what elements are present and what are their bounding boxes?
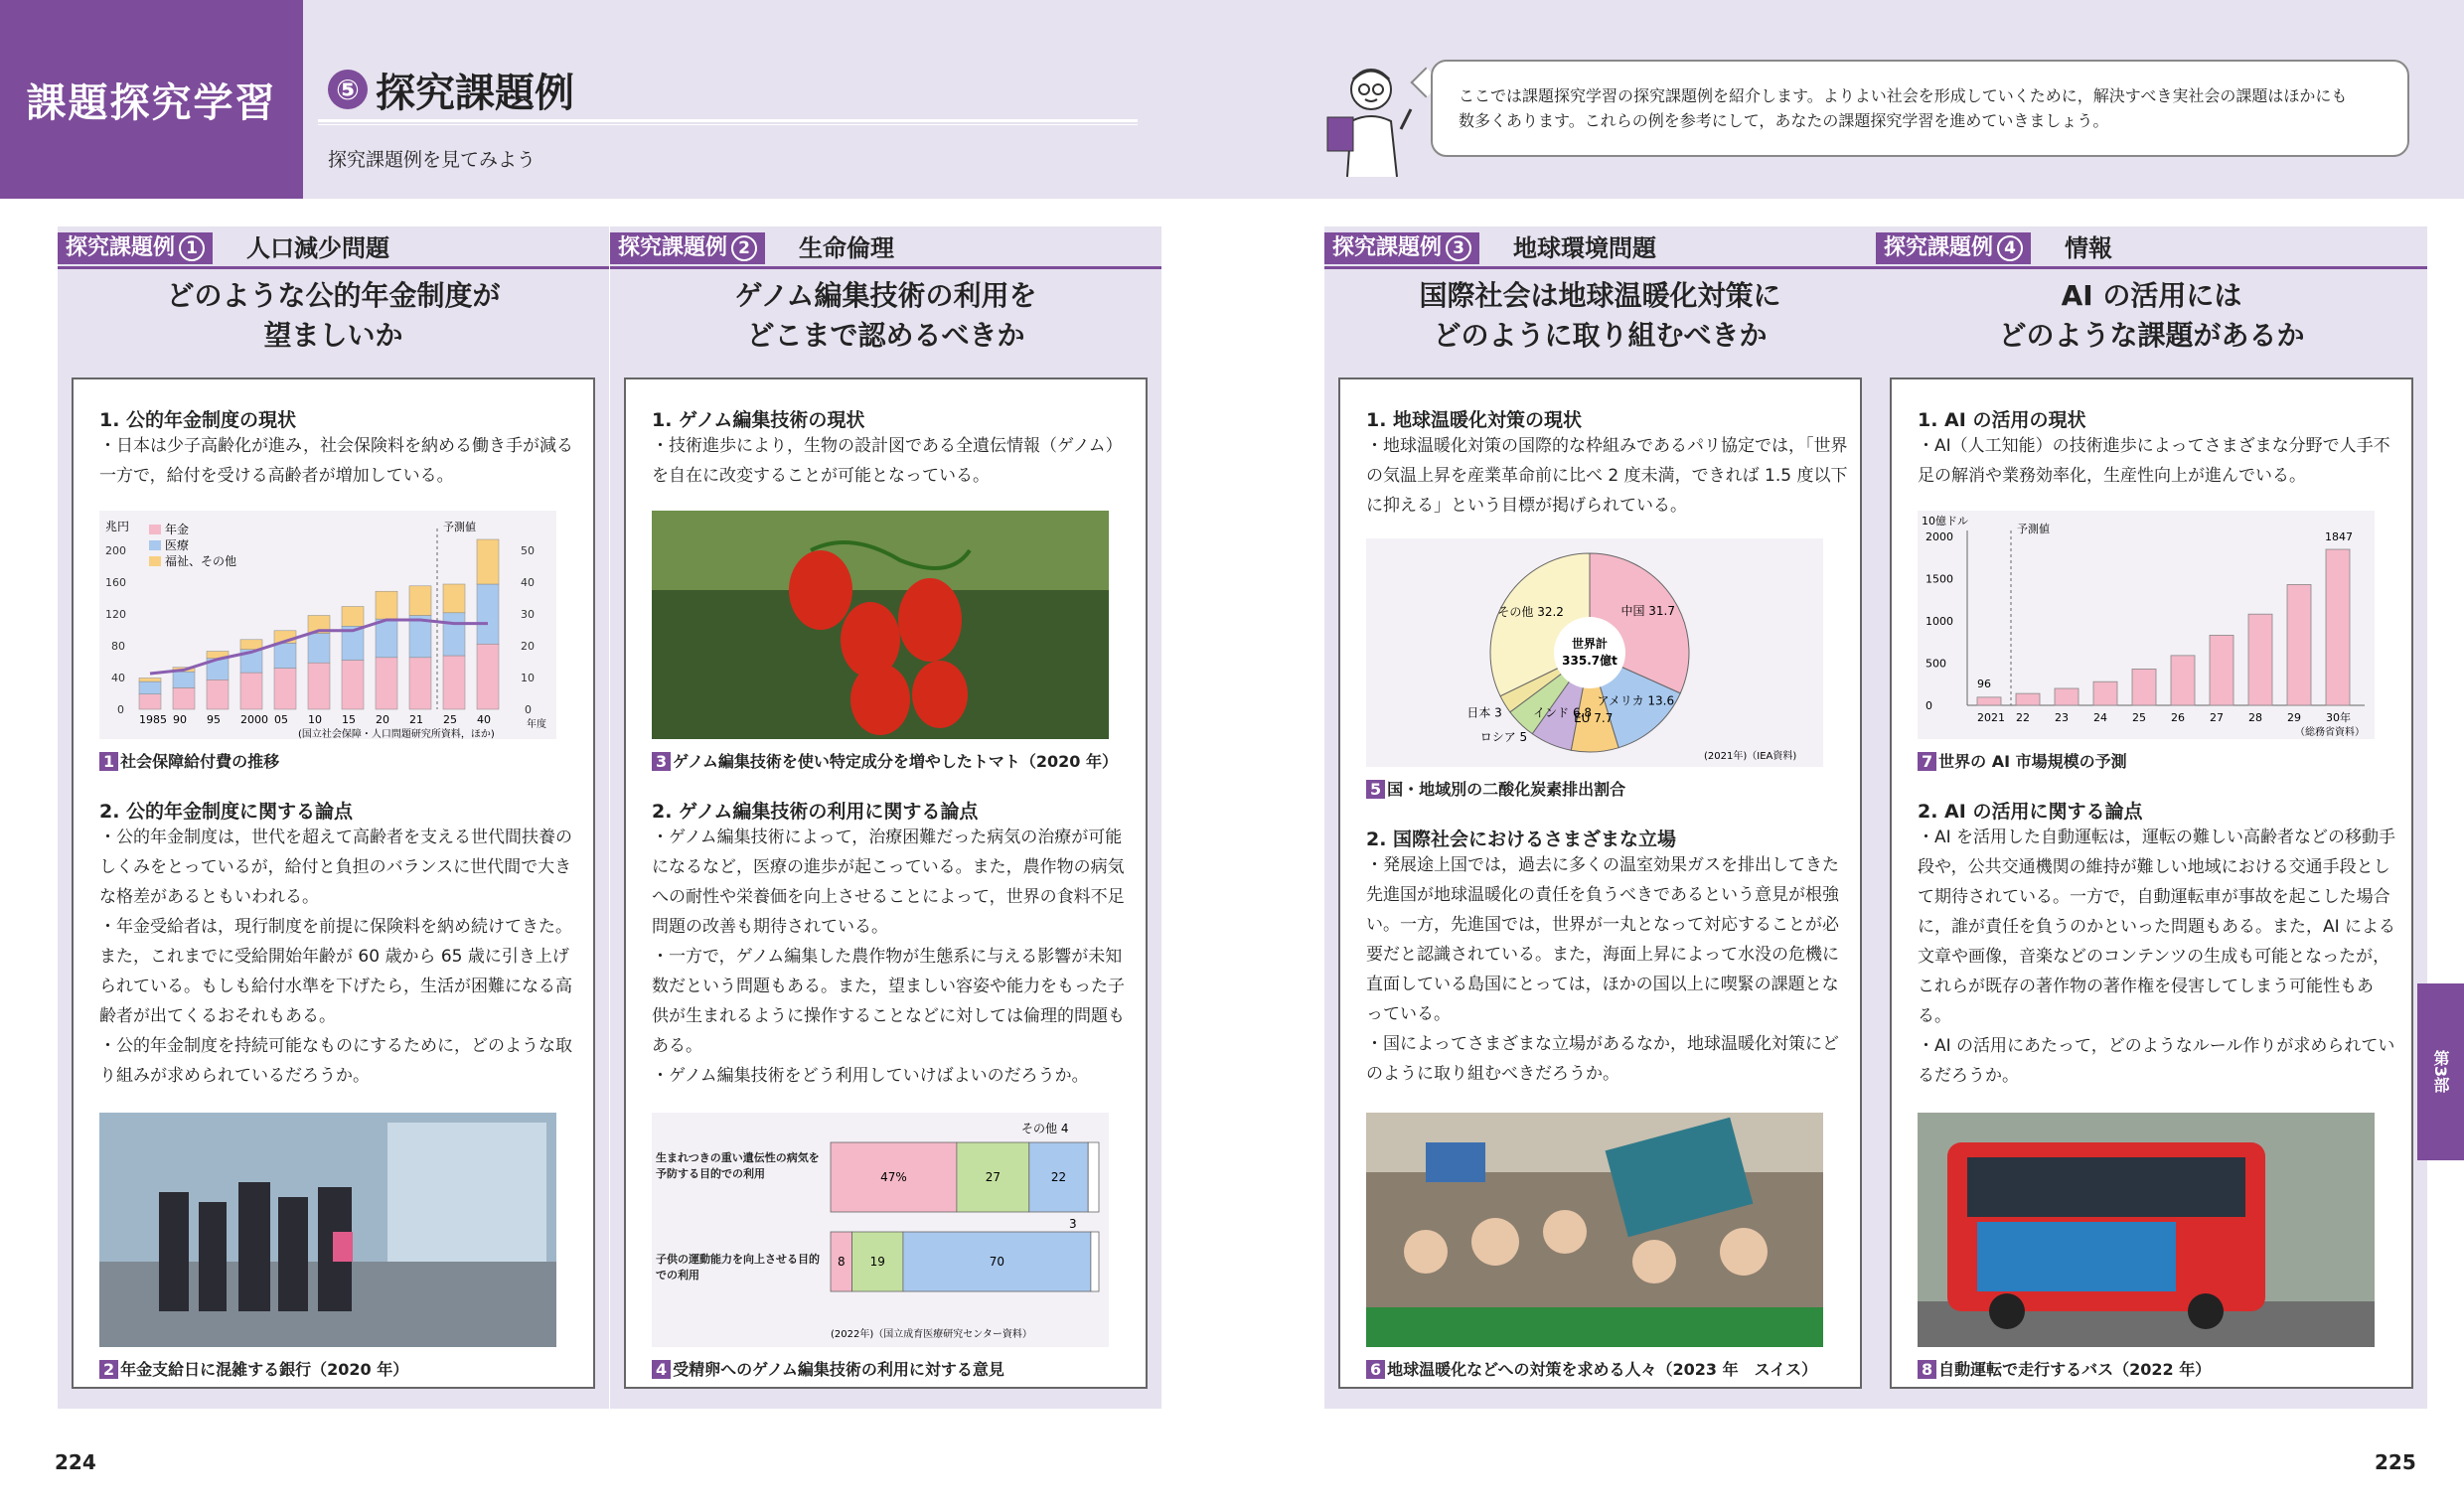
- svg-text:3: 3: [1069, 1217, 1077, 1231]
- page-number-left: 224: [55, 1450, 96, 1474]
- figure-caption-1: 3 ゲノム編集技術を使い特定成分を増やしたトマト（2020 年）: [652, 749, 1118, 772]
- svg-text:40: 40: [111, 672, 125, 684]
- x-tick-label: 10: [308, 713, 322, 726]
- ai-bar-2: [2055, 688, 2079, 705]
- hbar-value: 8: [837, 1255, 846, 1269]
- bar-0-5: [308, 663, 330, 709]
- x-tick-label: 25: [443, 713, 457, 726]
- column-rule: [58, 266, 609, 269]
- heading-1: 1. AI の活用の現状: [1918, 409, 2086, 431]
- figure-caption-2: 6 地球温暖化などへの対策を求める人々（2023 年 スイス）: [1366, 1357, 1817, 1380]
- bar-0-4: [274, 669, 296, 709]
- hbar-value: 22: [1050, 1170, 1067, 1184]
- svg-text:(国立社会保障・人口問題研究所資料，ほか): (国立社会保障・人口問題研究所資料，ほか): [298, 729, 495, 739]
- svg-text:予測値: 予測値: [2017, 523, 2050, 535]
- svg-text:年度: 年度: [527, 719, 546, 730]
- x-tick-label: 90: [173, 713, 187, 726]
- bar-0-6: [342, 661, 364, 710]
- ai-bar-7: [2248, 614, 2272, 705]
- x-tick-label: 40: [477, 713, 491, 726]
- hbar-value: 19: [869, 1255, 885, 1269]
- x-tick-label: 21: [409, 713, 423, 726]
- hbar-value: 47%: [880, 1170, 907, 1184]
- bar-1-10: [477, 584, 499, 644]
- section-side-tab: 第3部: [2417, 983, 2464, 1160]
- svg-text:世界計: 世界計: [1571, 637, 1609, 651]
- svg-text:年金: 年金: [165, 523, 190, 536]
- pie-label: 日本 3: [1466, 705, 1502, 720]
- column-card: [1338, 377, 1862, 1389]
- co2-pie-chart: [1366, 538, 1823, 767]
- heading-1: 1. ゲノム編集技術の現状: [652, 409, 865, 431]
- genome-opinion-chart: [652, 1113, 1109, 1347]
- svg-text:福祉、その他: 福祉、その他: [165, 554, 237, 568]
- speech-bubble: [1431, 60, 2409, 157]
- bar-0-9: [443, 656, 465, 709]
- svg-text:兆円: 兆円: [105, 520, 130, 533]
- svg-text:200: 200: [105, 544, 126, 557]
- bar-1-0: [139, 681, 161, 694]
- column-question: 国際社会は地球温暖化対策に どのように取り組むべきか: [1419, 279, 1781, 352]
- climate-protest-photo: [1366, 1113, 1823, 1347]
- svg-text:120: 120: [105, 608, 126, 621]
- svg-text:160: 160: [105, 576, 126, 589]
- svg-text:20: 20: [521, 640, 535, 653]
- column-rule: [610, 266, 1161, 269]
- column-tag: 探究課題例 1: [58, 232, 213, 264]
- x-tick-label: 23: [2055, 711, 2069, 724]
- svg-text:30: 30: [521, 608, 535, 621]
- column-number: 2: [731, 235, 757, 261]
- svg-text:10億ドル: 10億ドル: [1922, 515, 1968, 528]
- x-tick-label: 1985: [139, 713, 167, 726]
- heading-1: 1. 地球温暖化対策の現状: [1366, 409, 1583, 431]
- bar-0-7: [376, 658, 397, 709]
- column-topic: 人口減少問題: [246, 234, 389, 262]
- x-tick-label: 25: [2132, 711, 2146, 724]
- svg-text:(2022年)（国立成育医療研究センター資料）: (2022年)（国立成育医療研究センター資料）: [831, 1329, 1032, 1340]
- bar-0-2: [207, 679, 229, 709]
- tomato-photo: [652, 511, 1109, 739]
- paragraph-2: ・公的年金制度は，世代を超えて高齢者を支える世代間扶養のしくみをとっているが，給付と負担のバランスに世代間で大きな格差があるともいわれる。 ・年金受給者は，現行制度を前提に保険料を納め続けてきた。また，これまでに受給開始年齢が 60 歳から 65 歳に引き上げられている。もしも給付水準を下げたら，生活が困難になる高齢者が出てくるおそれもある。 ・公的年金制度を持続可能なものにするために，どのような取り組みが求められているだろうか。: [99, 828, 572, 1086]
- column-card: [72, 377, 595, 1389]
- svg-text:96: 96: [1977, 678, 1991, 690]
- ai-market-chart: [1918, 511, 2375, 739]
- bank-crowd-photo: [99, 1113, 556, 1347]
- bar-0-1: [173, 687, 195, 709]
- svg-text:0: 0: [117, 703, 124, 716]
- x-tick-label: 20: [376, 713, 389, 726]
- row-label-2: 子供の運動能力を向上させる目的での利用: [656, 1253, 820, 1282]
- page-number-right: 225: [2375, 1450, 2416, 1474]
- ai-bar-8: [2287, 584, 2311, 705]
- pie-label: インド 6.8: [1533, 705, 1593, 720]
- ai-bar-9: [2326, 549, 2350, 705]
- heading-2: 2. ゲノム編集技術の利用に関する論点: [652, 801, 979, 823]
- column-rule: [1324, 266, 1876, 269]
- y-tick-label: 2000: [1925, 530, 1953, 543]
- heading-2: 2. AI の活用に関する論点: [1918, 801, 2143, 823]
- paragraph-2: ・発展途上国では，過去に多くの温室効果ガスを排出してきた先進国が地球温暖化の責任を負うべきであるという意見が根強い。一方，先進国では，世界が一丸となって対応することが必要だと認識されている。また，海面上昇によって水没の危機に直面している島国にとっては，ほかの国以上に喫緊の課題となっている。 ・国によってさまざまな立場があるなか，地球温暖化対策にどのように取り組むべきだろうか。: [1366, 855, 1839, 1084]
- svg-text:10: 10: [521, 672, 535, 684]
- bar-1-4: [274, 643, 296, 668]
- x-tick-label: 15: [342, 713, 356, 726]
- ai-bar-0: [1977, 697, 2001, 705]
- column-tag: 探究課題例 2: [610, 232, 765, 264]
- svg-text:80: 80: [111, 640, 125, 653]
- column-rule: [1876, 266, 2427, 269]
- svg-text:50: 50: [521, 544, 535, 557]
- y-tick-label: 500: [1925, 657, 1946, 671]
- column-topic: 情報: [2065, 234, 2112, 262]
- ai-bar-3: [2093, 681, 2117, 705]
- y-tick-label: 1500: [1925, 572, 1953, 586]
- column-3: [1324, 226, 1876, 1409]
- page-subtitle: 探究課題例を見てみよう: [328, 149, 537, 171]
- column-topic: 生命倫理: [799, 234, 894, 262]
- bubble-line-1: ここでは課題探究学習の探究課題例を紹介します。よりよい社会を形成していくために，解決すべき実社会の課題はほかにも: [1459, 86, 2348, 105]
- ai-bar-6: [2210, 635, 2233, 705]
- paragraph-2: ・AI を活用した自動運転は，運転の難しい高齢者などの移動手段や，公共交通機関の維持が難しい地域における交通手段として期待されている。一方で，自動運転車が事故を起こした場合に，誰が責任を負うのかといった問題もある。また，AI による文章や画像，音楽などのコンテンツの生成も可能となったが，これらが既存の著作物の著作権を侵害してしまう可能性もある。 ・AI の活用にあたって，どのようなルール作りが求められているだろうか。: [1918, 828, 2396, 1086]
- paragraph-1: ・AI（人工知能）の技術進歩によってさまざまな分野で人手不足の解消や業務効率化，生産性向上が進んでいる。: [1918, 436, 2390, 486]
- heading-2: 2. 国際社会におけるさまざまな立場: [1366, 829, 1677, 850]
- ai-bar-4: [2132, 669, 2156, 705]
- section-number: ⑤: [328, 70, 368, 109]
- column-number: 4: [1997, 235, 2023, 261]
- x-tick-label: 29: [2287, 711, 2301, 724]
- bar-2-8: [409, 586, 431, 616]
- x-tick-label: 28: [2248, 711, 2262, 724]
- bar-1-5: [308, 634, 330, 664]
- page-title: 探究課題例: [376, 71, 574, 116]
- ai-bar-1: [2016, 693, 2040, 705]
- bar-1-9: [443, 613, 465, 656]
- figure-caption-2: 4 受精卵へのゲノム編集技術の利用に対する意見: [652, 1357, 1004, 1380]
- bar-2-0: [139, 679, 161, 682]
- y-tick-label: 0: [1925, 699, 1932, 712]
- hbar-value: 27: [985, 1170, 1001, 1184]
- bar-2-6: [342, 607, 364, 627]
- bar-0-8: [409, 658, 431, 709]
- svg-text:医療: 医療: [165, 538, 190, 552]
- column-1: [58, 226, 609, 1409]
- y-tick-label: 1000: [1925, 615, 1953, 628]
- bar-2-3: [240, 640, 262, 650]
- figure-caption-1: 1 社会保障給付費の推移: [99, 749, 279, 772]
- bar-0-0: [139, 694, 161, 709]
- svg-text:40: 40: [521, 576, 535, 589]
- pie-label: 中国 31.7: [1620, 603, 1676, 618]
- figure-caption-2: 8 自動運転で走行するバス（2022 年）: [1918, 1357, 2211, 1380]
- x-tick-label: 2021: [1977, 711, 2005, 724]
- figure-caption-1: 7 世界の AI 市場規模の予測: [1918, 749, 2127, 772]
- x-tick-label: 24: [2093, 711, 2107, 724]
- bubble-line-2: 数多くあります。これらの例を参考にして，あなたの課題探究学習を進めていきましょう。: [1459, 111, 2109, 130]
- bar-2-10: [477, 539, 499, 584]
- column-card: [624, 377, 1148, 1389]
- figure-caption-1: 5 国・地域別の二酸化炭素排出割合: [1366, 777, 1625, 800]
- svg-text:(2021年)（IEA資料): (2021年)（IEA資料): [1704, 751, 1797, 762]
- paragraph-2: ・ゲノム編集技術によって，治療困難だった病気の治療が可能になるなど，医療の進歩が起こっている。また，農作物の病気への耐性や栄養価を向上させることによって，世界の食料不足問題の改善も期待されている。 ・一方で，ゲノム編集した農作物が生態系に与える影響が未知数だという問題もある。また，望ましい容姿や能力をもった子供が生まれるように操作することなどに対しては倫理的問題もある。 ・ゲノム編集技術をどう利用していけばよいのだろうか。: [652, 828, 1125, 1086]
- svg-text:1847: 1847: [2325, 530, 2353, 543]
- column-question: どのような公的年金制度が 望ましいか: [166, 279, 501, 352]
- x-tick-label: 30年: [2326, 711, 2351, 724]
- svg-text:（総務省資料）: （総務省資料）: [2295, 727, 2365, 738]
- heading-2: 2. 公的年金制度に関する論点: [99, 801, 354, 823]
- paragraph-1: ・日本は少子高齢化が進み，社会保険料を納める働き手が減る一方で，給付を受ける高齢者が増加している。: [99, 436, 574, 486]
- x-tick-label: 95: [207, 713, 221, 726]
- column-card: [1890, 377, 2413, 1389]
- paragraph-1: ・技術進歩により，生物の設計図である全遺伝情報（ゲノム）を自在に改変することが可能となっている。: [652, 436, 1123, 486]
- column-tag: 探究課題例 4: [1876, 232, 2031, 264]
- column-2: [610, 226, 1161, 1409]
- paragraph-1: ・地球温暖化対策の国際的な枠組みであるパリ協定では，「世界の気温上昇を産業革命前に比べ 2 度未満，できれば 1.5 度以下に抑える」という目標が掲げられている。: [1366, 436, 1848, 516]
- social-security-chart: [99, 511, 556, 739]
- x-tick-label: 05: [274, 713, 288, 726]
- teacher-illustration-icon: [1321, 60, 1421, 179]
- svg-text:0: 0: [525, 703, 532, 716]
- pie-label: アメリカ 13.6: [1597, 693, 1675, 708]
- svg-text:予測値: 予測値: [443, 521, 476, 533]
- bar-2-9: [443, 584, 465, 613]
- column-tag: 探究課題例 3: [1324, 232, 1479, 264]
- column-number: 3: [1446, 235, 1471, 261]
- hbar-value: 70: [989, 1255, 1005, 1269]
- row-label-1: 生まれつきの重い遺伝性の病気を予防する目的での利用: [656, 1151, 820, 1180]
- title-underline: [318, 119, 1138, 125]
- bar-2-7: [376, 591, 397, 619]
- hbar-0-3: [1088, 1142, 1099, 1212]
- figure-caption-2: 2 年金支給日に混雑する銀行（2020 年）: [99, 1357, 408, 1380]
- x-tick-label: 2000: [240, 713, 268, 726]
- hbar-1-3: [1091, 1232, 1099, 1291]
- bar-1-1: [173, 672, 195, 687]
- bar-0-10: [477, 644, 499, 709]
- x-tick-label: 26: [2171, 711, 2185, 724]
- section-label: 課題探究学習: [0, 0, 303, 199]
- column-number: 1: [179, 235, 205, 261]
- x-tick-label: 22: [2016, 711, 2030, 724]
- column-question: AI の活用には どのような課題があるか: [1998, 279, 2305, 352]
- column-question: ゲノム編集技術の利用を どこまで認めるべきか: [734, 279, 1037, 352]
- column-4: [1876, 226, 2427, 1409]
- bar-1-7: [376, 619, 397, 658]
- bar-0-3: [240, 673, 262, 709]
- heading-1: 1. 公的年金制度の現状: [99, 409, 297, 431]
- autonomous-bus-photo: [1918, 1113, 2375, 1347]
- pie-label: EU 7.7: [1574, 710, 1614, 725]
- column-topic: 地球環境問題: [1513, 234, 1656, 262]
- svg-text:その他 4: その他 4: [1021, 1122, 1069, 1135]
- x-tick-label: 27: [2210, 711, 2224, 724]
- svg-text:335.7億t: 335.7億t: [1562, 654, 1617, 668]
- pie-label: その他 32.2: [1497, 604, 1564, 619]
- pie-label: ロシア 5: [1479, 729, 1528, 744]
- ai-bar-5: [2171, 656, 2195, 705]
